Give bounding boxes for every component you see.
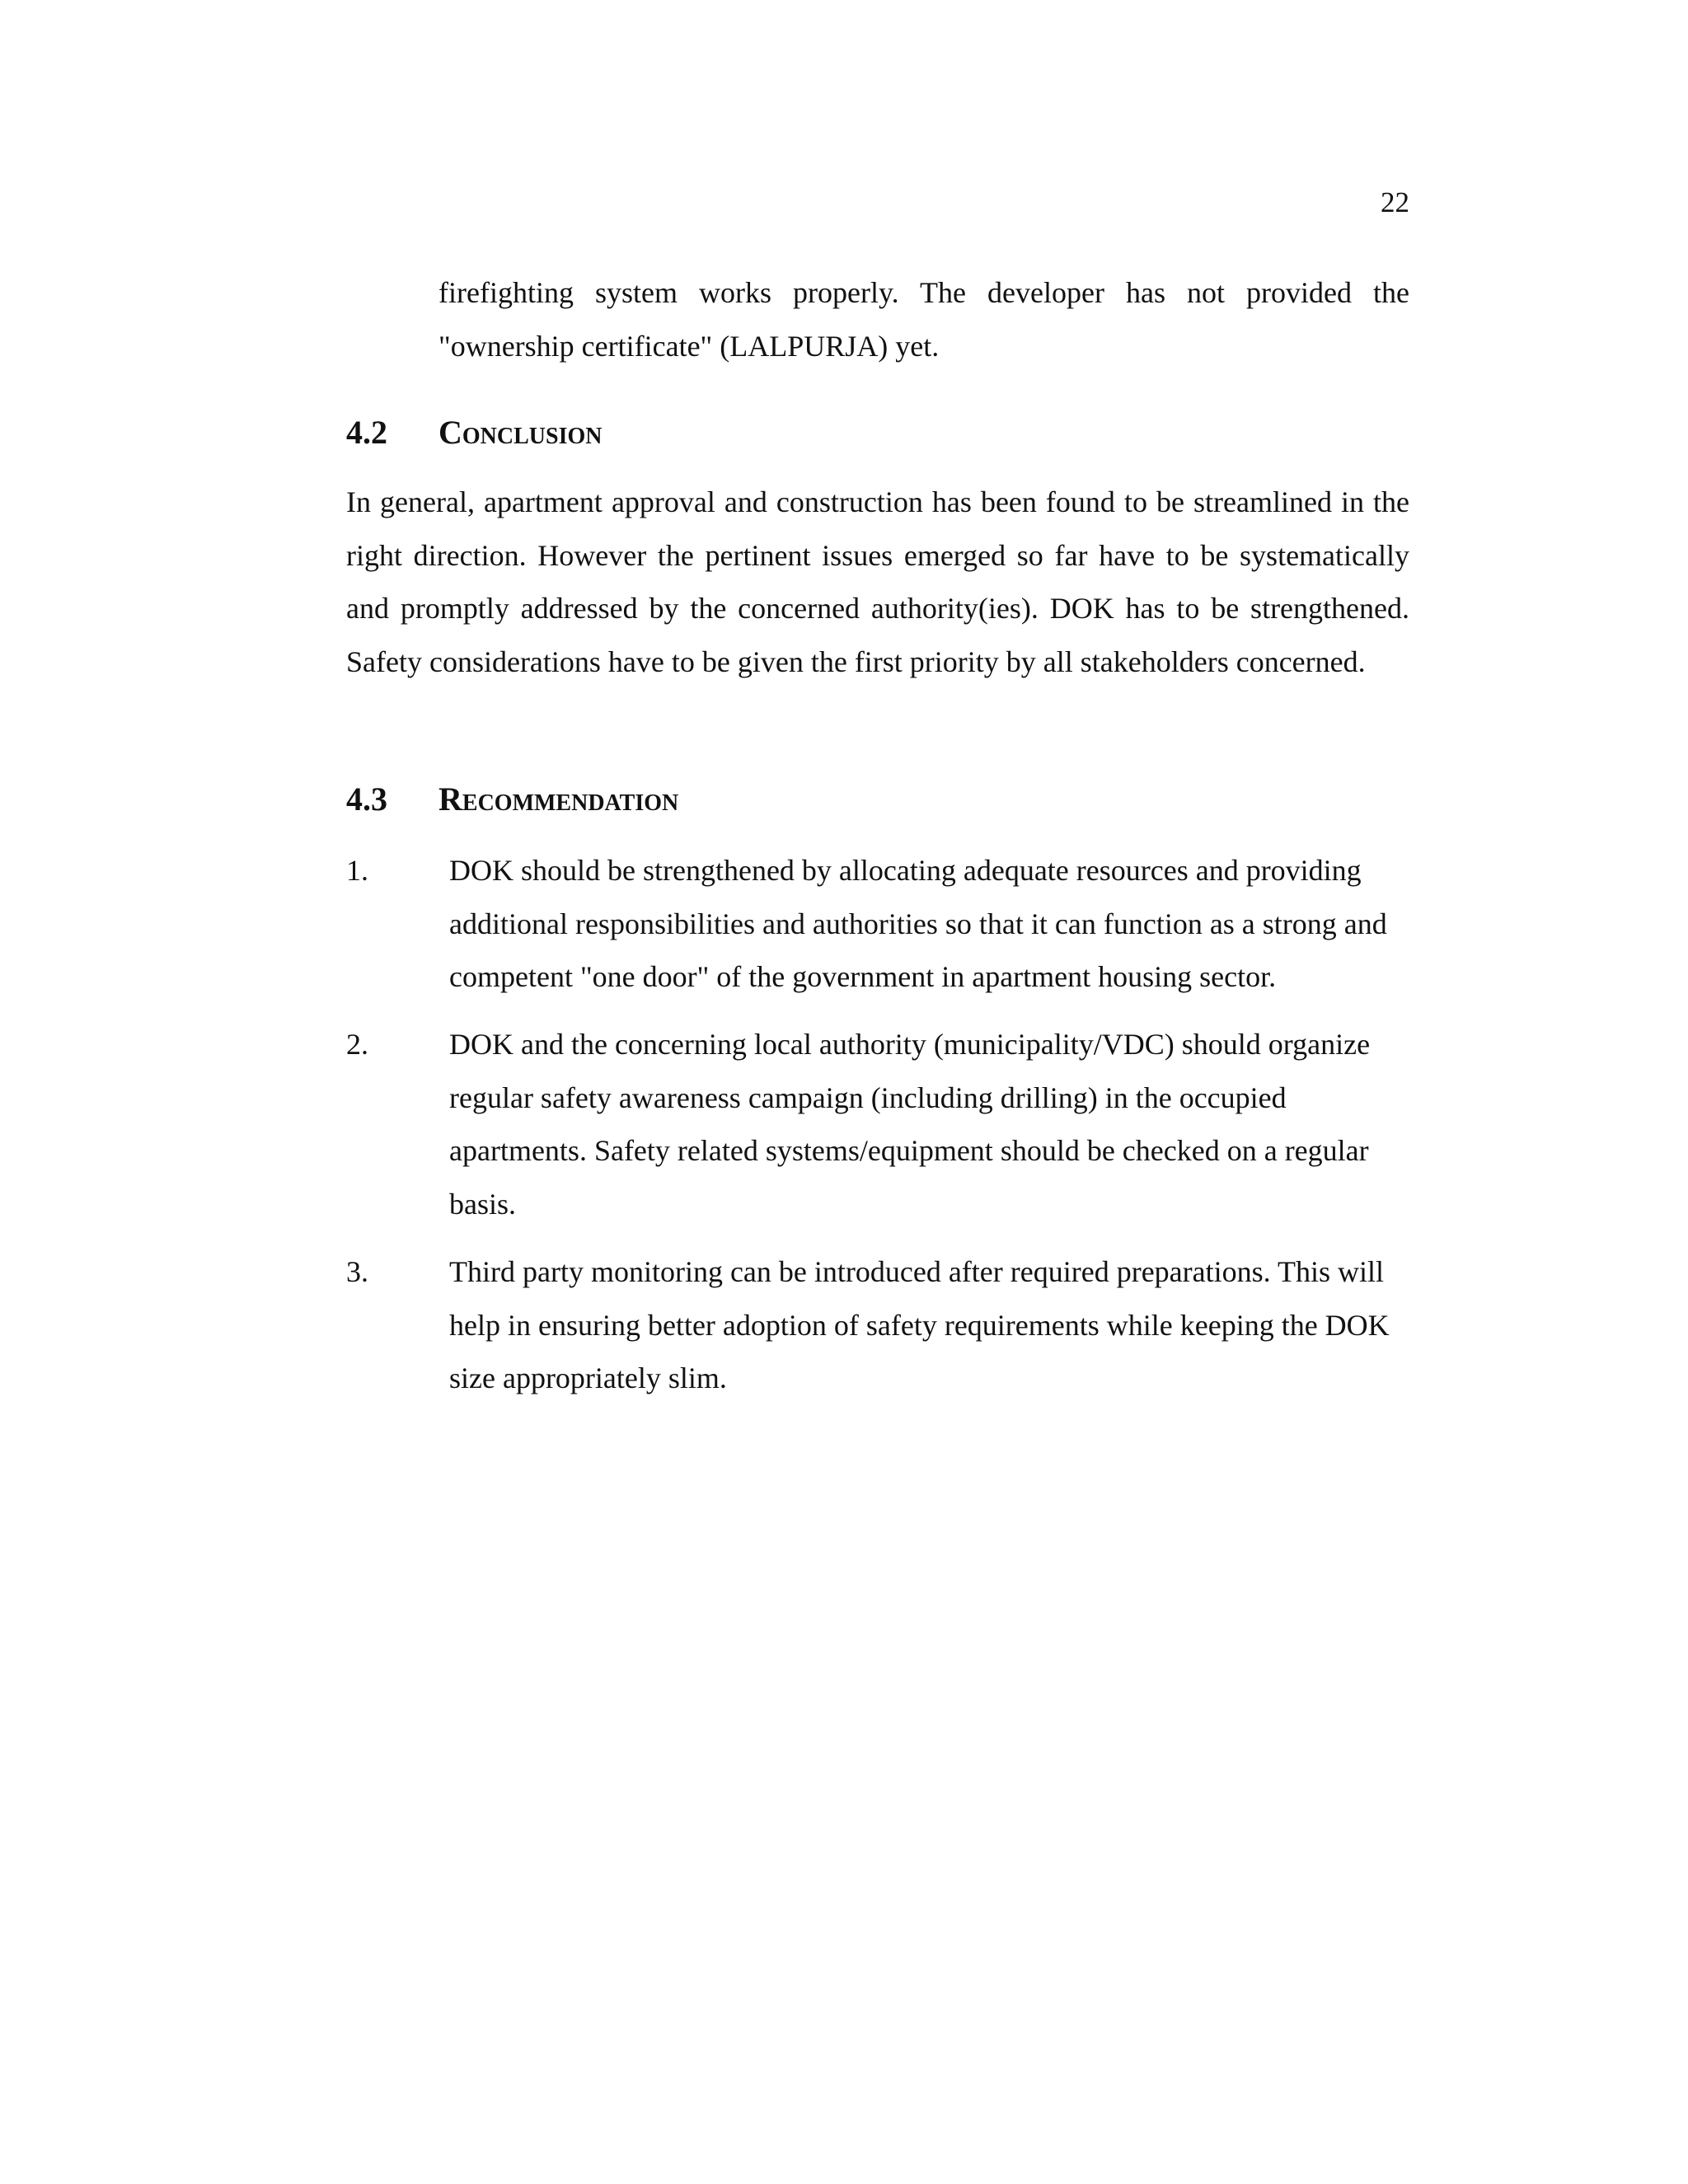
recommendation-text: Third party monitoring can be introduced after required preparations. This will help in ensuring better adoption of safety requirements while keeping the DOK size appropriately slim. bbox=[449, 1255, 1390, 1394]
list-marker: 3. bbox=[346, 1255, 368, 1288]
list-marker: 2. bbox=[346, 1028, 368, 1061]
recommendation-text: DOK should be strengthened by allocating adequate resources and providing additional responsibilities and authorities so that it can function as a strong and competent "one door" of the government in apartment housing sector. bbox=[449, 854, 1387, 993]
recommendation-item bbox=[346, 1018, 1409, 1230]
list-marker: 1. bbox=[346, 854, 368, 887]
section-heading-recommendation bbox=[346, 779, 678, 820]
recommendation-item bbox=[346, 1245, 1409, 1405]
section-title: Recommendation bbox=[438, 780, 679, 818]
page-number: 22 bbox=[1381, 186, 1409, 218]
conclusion-paragraph: In general, apartment approval and construction has been found to be streamlined in the right direction. However the pertinent issues emerged so far have to be systematically and promptly addressed by the concerned authority(ies). DOK has to be strengthened. Safety considerations have to be given the first priority by all stakeholders concerned. bbox=[346, 485, 1409, 678]
section-number: 4.2 bbox=[346, 414, 387, 451]
recommendation-item bbox=[346, 844, 1409, 1004]
recommendation-text: DOK and the concerning local authority (municipality/VDC) should organize regular safety awareness campaign (including drilling) in the occupied apartments. Safety related systems/equipment should be checked on a regular basis. bbox=[449, 1028, 1371, 1221]
section-number: 4.3 bbox=[346, 780, 387, 818]
continued-paragraph: firefighting system works properly. The developer has not provided the "ownership certificate" (LALPURJA) yet. bbox=[438, 276, 1409, 363]
section-heading-conclusion bbox=[346, 412, 602, 453]
section-title: Conclusion bbox=[438, 414, 603, 451]
